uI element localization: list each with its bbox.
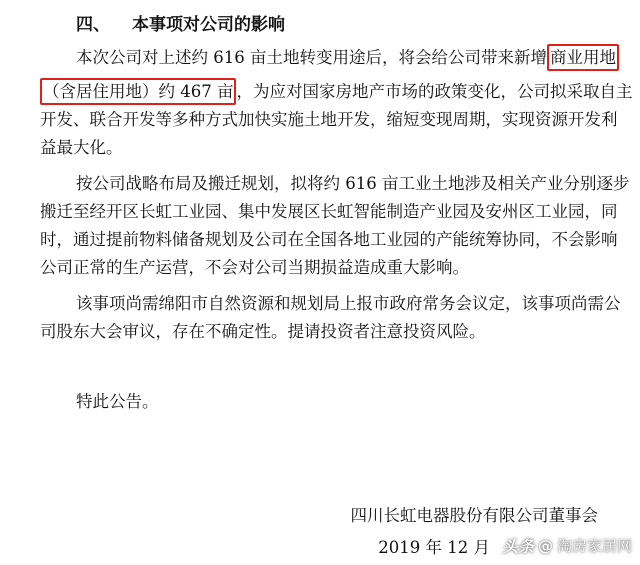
paragraph3-line1: 该事项尚需绵阳市自然资源和规划局上报市政府常务会议定，该事项尚需公	[76, 294, 621, 313]
paragraph1-line4: 益最大化。	[40, 138, 123, 157]
paragraph2-line3: 时，通过提前物料储备规划及公司在全国各地工业园的产能统筹协同，不会影响	[40, 230, 618, 249]
watermark-brand: 头条	[501, 537, 534, 556]
paragraph3-line2: 司股东大会审议，存在不确定性。提请投资者注意投资风险。	[40, 322, 486, 341]
section-heading	[76, 10, 285, 35]
paragraph2-line1: 按公司战略布局及搬迁规划，拟将约 616 亩工业土地涉及相关产业分别逐步	[76, 174, 630, 193]
paragraph1-line1-text: 本次公司对上述约 616 亩土地转变用途后，将会给公司带来新增	[76, 48, 547, 67]
paragraph1-line2-text: ，为应对国家房地产市场的政策变化，公司拟采取自主	[236, 82, 633, 101]
announcement-date: 2019 年 12 月	[378, 538, 490, 557]
paragraph2-line2: 搬迁至经开区长虹工业园、集中发展区长虹智能制造产业园及安州区工业园，同	[40, 202, 618, 221]
highlight-commercial-land: 商业用地	[547, 44, 619, 71]
section-title: 本事项对公司的影响	[132, 15, 285, 35]
highlight-residential-area: （含居住用地）约 467 亩	[40, 78, 236, 105]
paragraph1-line2	[40, 82, 632, 102]
paragraph1-line3: 开发、联合开发等多种方式加快实施土地开发，缩短变现周期，实现资源开发利	[40, 110, 618, 129]
closing-text: 特此公告。	[76, 392, 159, 411]
paragraph1-line1	[76, 48, 619, 68]
section-number: 四、	[76, 15, 110, 35]
paragraph2-line4: 公司正常的生产运营，不会对公司当期损益造成重大影响。	[40, 258, 469, 277]
watermark	[502, 534, 632, 557]
watermark-account: 淘房家居网	[556, 537, 632, 555]
signature: 四川长虹电器股份有限公司董事会	[350, 506, 598, 525]
at-icon: @	[537, 536, 553, 555]
